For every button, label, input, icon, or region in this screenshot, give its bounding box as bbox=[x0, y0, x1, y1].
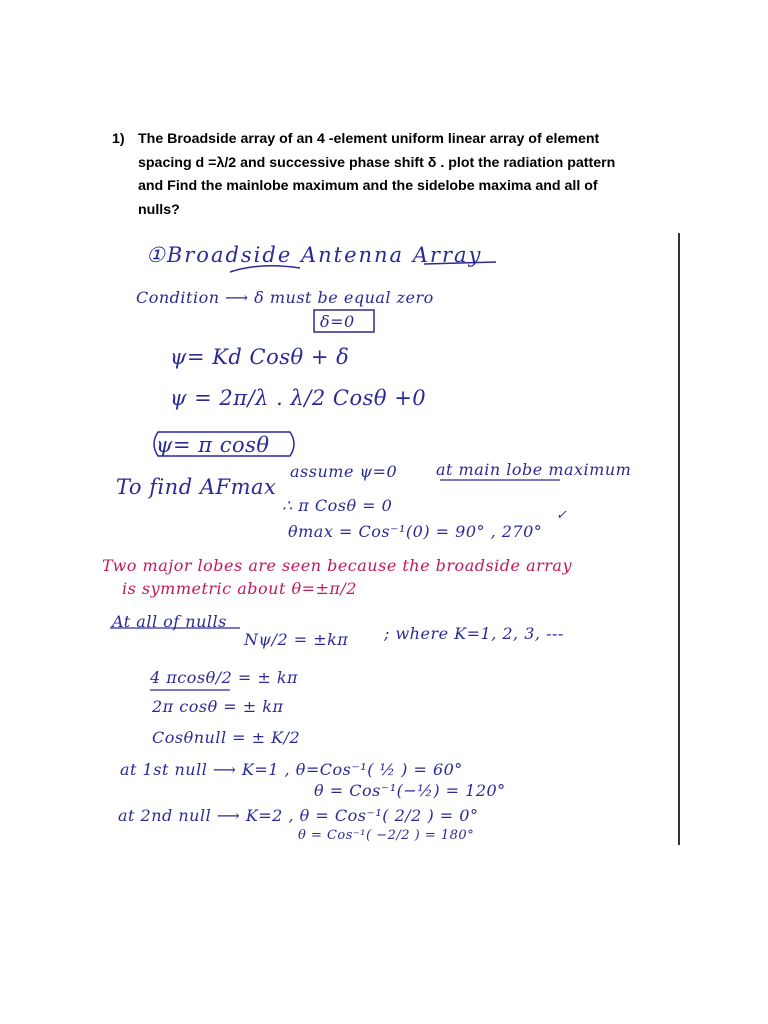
psi-substitution-equation: ψ = 2π/λ . λ/2 Cosθ +0 bbox=[170, 386, 427, 410]
psi-general-equation: ψ= Kd Cosθ + δ bbox=[170, 345, 350, 369]
question-number: 1) bbox=[112, 131, 125, 147]
null-equation-1: Nψ/2 = ±kπ bbox=[244, 630, 349, 649]
second-null-second-angle: θ = Cos⁻¹( −2/2 ) = 180° bbox=[298, 828, 475, 843]
note-line-2: is symmetric about θ=±π/2 bbox=[122, 579, 357, 598]
condition-line: Condition ⟶ δ must be equal zero bbox=[136, 288, 434, 307]
assume-psi-zero: assume ψ=0 bbox=[290, 462, 398, 481]
title-underline-stroke bbox=[230, 266, 300, 272]
note-line-1: Two major lobes are seen because the broadside array bbox=[102, 556, 573, 575]
where-k-values: ; where K=1, 2, 3, --- bbox=[384, 624, 564, 643]
psi-result-equation: ψ= π cosθ bbox=[156, 433, 270, 457]
psi-result-bracket bbox=[154, 432, 294, 456]
to-find-afmax: To find AFmax bbox=[116, 475, 277, 499]
delta-zero-box-outline bbox=[314, 310, 374, 332]
null-equation-3: 2π cosθ = ± kπ bbox=[152, 697, 284, 716]
check-mark: ✓ bbox=[556, 508, 568, 523]
question-text: The Broadside array of an 4 -element uniform linear array of element spacing d =λ/2 and successive phase shift δ . plot the radiation pattern and Find the mainlobe maximum and the sidelobe maxima and all of nulls? bbox=[138, 131, 616, 218]
delta-zero-box: δ=0 bbox=[320, 312, 355, 331]
first-null-line: at 1st null ⟶ K=1 , θ=Cos⁻¹( ½ ) = 60° bbox=[120, 760, 463, 779]
therefore-equation: ∴ π Cosθ = 0 bbox=[282, 496, 393, 515]
at-main-lobe-maximum: at main lobe maximum bbox=[436, 460, 632, 479]
null-equation-4: Cosθnull = ± K/2 bbox=[152, 728, 301, 747]
second-null-line: at 2nd null ⟶ K=2 , θ = Cos⁻¹( 2/2 ) = 0° bbox=[118, 806, 479, 825]
nulls-heading: At all of nulls bbox=[112, 612, 227, 631]
theta-max-equation: θmax = Cos⁻¹(0) = 90° , 270° bbox=[288, 522, 543, 541]
null-equation-2: 4 πcosθ/2 = ± kπ bbox=[150, 668, 299, 687]
handwritten-title: ①Broadside Antenna Array bbox=[146, 243, 483, 267]
first-null-second-angle: θ = Cos⁻¹(−½) = 120° bbox=[314, 781, 506, 800]
array-underline-stroke bbox=[424, 262, 496, 264]
